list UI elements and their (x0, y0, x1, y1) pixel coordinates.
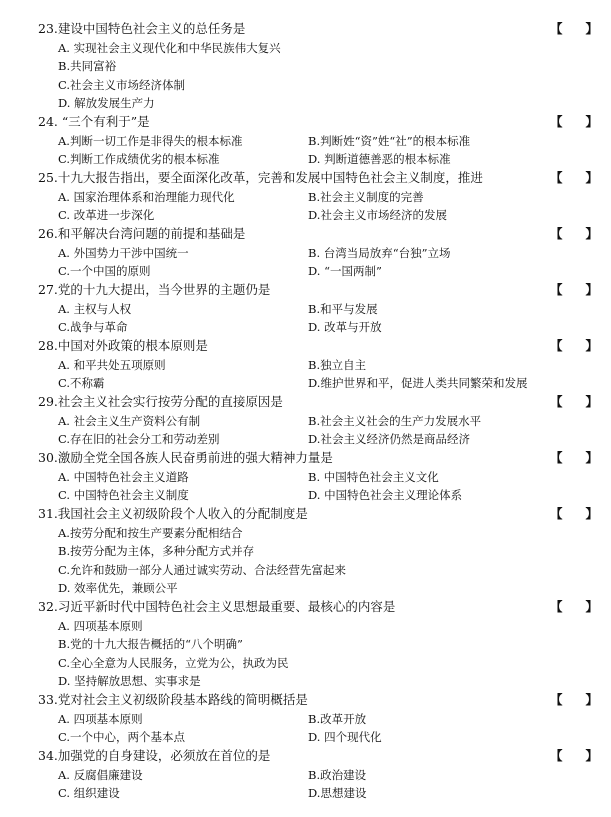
option-d: D. 四个现代化 (308, 730, 382, 744)
option-a: A. 四项基本原则 (58, 618, 143, 633)
question-stem: 25.十九大报告指出，要全面深化改革，完善和发展中国特色社会主义制度，推进 【 】 (38, 169, 598, 188)
option-d: D. 效率优先，兼顾公平 (58, 581, 178, 595)
option-d: D. 中国特色社会主义理论体系 (308, 488, 463, 502)
question-34 (38, 747, 598, 803)
question-31 (38, 505, 598, 598)
question-26 (38, 225, 598, 281)
question-30 (38, 449, 598, 505)
question-27 (38, 281, 598, 337)
option-a: A. 实现社会主义现代化和中华民族伟大复兴 (58, 40, 281, 55)
question-23 (38, 20, 598, 113)
question-stem: 32.习近平新时代中国特色社会主义思想最重要、最核心的内容是 【 】 (38, 598, 598, 617)
option-a: A. 社会主义生产资料公有制 (58, 413, 201, 428)
option-d: D. 坚持解放思想、实事求是 (58, 674, 201, 688)
option-c: C.判断工作成绩优劣的根本标准 (58, 152, 220, 166)
option-a: A. 主权与人权 (58, 301, 132, 316)
option-c: C. 改革进一步深化 (58, 208, 155, 222)
answer-brackets: 【 】 (550, 226, 598, 241)
option-c: C.允许和鼓励一部分人通过诚实劳动、合法经营先富起来 (58, 562, 347, 577)
option-b: B.社会主义社会的生产力发展水平 (308, 413, 482, 428)
option-b: B. 中国特色社会主义文化 (308, 469, 439, 484)
option-b: B.政治建设 (308, 767, 367, 782)
option-a: A. 外国势力干涉中国统一 (58, 245, 189, 260)
answer-brackets: 【 】 (550, 282, 598, 297)
option-b: B. 台湾当局放弃“台独”立场 (308, 245, 451, 260)
option-d: D.思想建设 (308, 786, 367, 800)
option-c: C. 组织建设 (58, 786, 120, 800)
option-b: B.和平与发展 (308, 301, 378, 316)
question-stem: 29.社会主义社会实行按劳分配的直接原因是 【 】 (38, 393, 598, 412)
option-a: A.按劳分配和按生产要素分配相结合 (58, 525, 243, 540)
option-c: C.社会主义市场经济体制 (58, 77, 186, 92)
option-d: D. 改革与开放 (308, 320, 382, 334)
answer-brackets: 【 】 (550, 114, 598, 129)
option-c: C.全心全意为人民服务，立党为公，执政为民 (58, 655, 289, 670)
question-32 (38, 598, 598, 691)
answer-brackets: 【 】 (550, 338, 598, 353)
question-stem: 34.加强党的自身建设，必须放在首位的是 【 】 (38, 747, 598, 766)
option-d: D.社会主义市场经济的发展 (308, 208, 447, 222)
question-stem: 27.党的十九大提出，当今世界的主题仍是 【 】 (38, 281, 598, 300)
option-b: B.按劳分配为主体，多种分配方式并存 (58, 544, 255, 558)
question-stem: 24. “三个有利于”是 【 】 (38, 113, 598, 132)
option-b: B.社会主义制度的完善 (308, 189, 424, 204)
question-24 (38, 113, 598, 169)
option-b: B.独立自主 (308, 357, 367, 372)
option-d: D. 解放发展生产力 (58, 96, 155, 110)
answer-brackets: 【 】 (550, 170, 598, 185)
question-33 (38, 691, 598, 747)
option-b: B.判断姓“资”姓“社”的根本标准 (308, 133, 471, 148)
question-29 (38, 393, 598, 449)
question-28 (38, 337, 598, 393)
question-stem: 28.中国对外政策的根本原则是 【 】 (38, 337, 598, 356)
option-d: D. 判断道德善恶的根本标准 (308, 152, 451, 166)
option-b: B.党的十九大报告概括的“八个明确” (58, 637, 243, 651)
question-stem: 23.建设中国特色社会主义的总任务是 【 】 (38, 20, 598, 39)
option-c: C.战争与革命 (58, 320, 128, 334)
question-stem: 30.激励全党全国各族人民奋勇前进的强大精神力量是 【 】 (38, 449, 598, 468)
option-a: A. 国家治理体系和治理能力现代化 (58, 189, 235, 204)
option-c: C.一个中国的原则 (58, 264, 151, 278)
option-c: C.存在旧的社会分工和劳动差别 (58, 432, 220, 446)
option-d: D. “一国两制” (308, 264, 382, 278)
option-a: A.判断一切工作是非得失的根本标准 (58, 133, 243, 148)
option-a: A. 四项基本原则 (58, 711, 143, 726)
question-25 (38, 169, 598, 225)
option-c: C. 中国特色社会主义制度 (58, 488, 189, 502)
option-a: A. 反腐倡廉建设 (58, 767, 143, 782)
option-d: D.社会主义经济仍然是商品经济 (308, 432, 470, 446)
answer-brackets: 【 】 (550, 21, 598, 36)
option-a: A. 中国特色社会主义道路 (58, 469, 189, 484)
answer-brackets: 【 】 (550, 450, 598, 465)
answer-brackets: 【 】 (550, 599, 598, 614)
question-stem: 33.党对社会主义初级阶段基本路线的简明概括是 【 】 (38, 691, 598, 710)
option-c: C.不称霸 (58, 376, 105, 390)
option-b: B.共同富裕 (58, 59, 117, 73)
option-a: A. 和平共处五项原则 (58, 357, 166, 372)
question-stem: 26.和平解决台湾问题的前提和基础是 【 】 (38, 225, 598, 244)
answer-brackets: 【 】 (550, 748, 598, 763)
question-stem: 31.我国社会主义初级阶段个人收入的分配制度是 【 】 (38, 505, 598, 524)
answer-brackets: 【 】 (550, 506, 598, 521)
option-c: C.一个中心，两个基本点 (58, 730, 186, 744)
option-b: B.改革开放 (308, 711, 367, 726)
answer-brackets: 【 】 (550, 394, 598, 409)
answer-brackets: 【 】 (550, 692, 598, 707)
option-d: D.维护世界和平，促进人类共同繁荣和发展 (308, 376, 528, 390)
